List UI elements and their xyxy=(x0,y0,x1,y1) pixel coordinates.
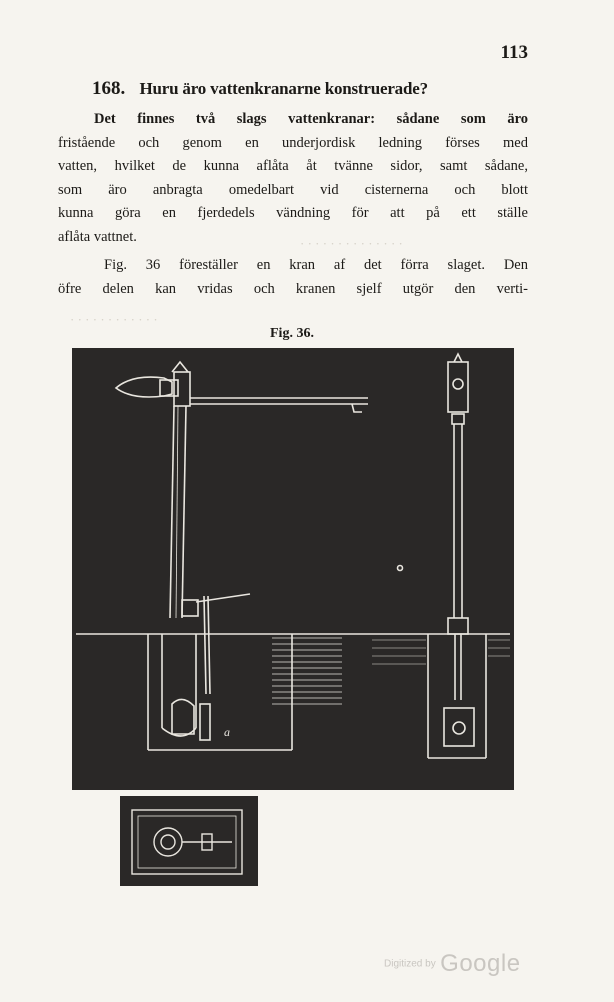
text-line: öfre delen kan vridas och kranen sjelf utgör den verti- xyxy=(58,280,528,297)
watermark-prefix: Digitized by xyxy=(384,958,436,970)
text-line: aflåta vattnet. xyxy=(58,228,137,245)
text-line: kunna göra en fjerdedels vändning för att på ett ställe xyxy=(58,205,528,221)
crane-finial xyxy=(172,362,188,372)
section-title: Huru äro vattenkranarne konstruerade? xyxy=(139,79,428,98)
text-line: vatten, hvilket de kunna aflåta åt tvänne sidor, samt sådane, xyxy=(58,158,528,174)
crane-spout xyxy=(352,404,362,412)
section-heading xyxy=(92,78,532,100)
section-number: 168. xyxy=(92,78,126,99)
crane-collar xyxy=(160,380,178,396)
google-logo: Google xyxy=(440,950,521,977)
water-crane-drawing xyxy=(72,348,514,790)
text-line: Fig. 36 föreställer en kran af det förra slaget. Den xyxy=(104,257,528,273)
text-line: som äro anbragta omedelbart vid cisternerna och blott xyxy=(58,181,528,198)
plan-view-drawing xyxy=(120,796,258,886)
valve-box xyxy=(444,708,474,746)
label-a: a xyxy=(224,725,230,739)
post-head xyxy=(448,362,468,412)
paragraph-1 xyxy=(58,108,528,249)
figure-36-plan-view xyxy=(120,796,258,886)
post-finial xyxy=(454,354,462,362)
figure-36-illustration xyxy=(72,348,514,790)
page-number: 113 xyxy=(500,42,528,63)
crane-head xyxy=(174,372,190,406)
text-line: Det finnes två slags vattenkranar: sådane som äro xyxy=(94,111,528,127)
bleed-through-text: · · · · · · · · · · · · · · xyxy=(300,236,403,251)
digitized-by-google-watermark xyxy=(384,950,521,978)
bleed-through-text: · · · · · · · · · · · · xyxy=(70,312,158,327)
figure-caption: Fig. 36. xyxy=(270,326,314,341)
paragraph-2 xyxy=(58,254,528,301)
text-line: fristående och genom en underjordisk ledning förses med xyxy=(58,134,528,151)
